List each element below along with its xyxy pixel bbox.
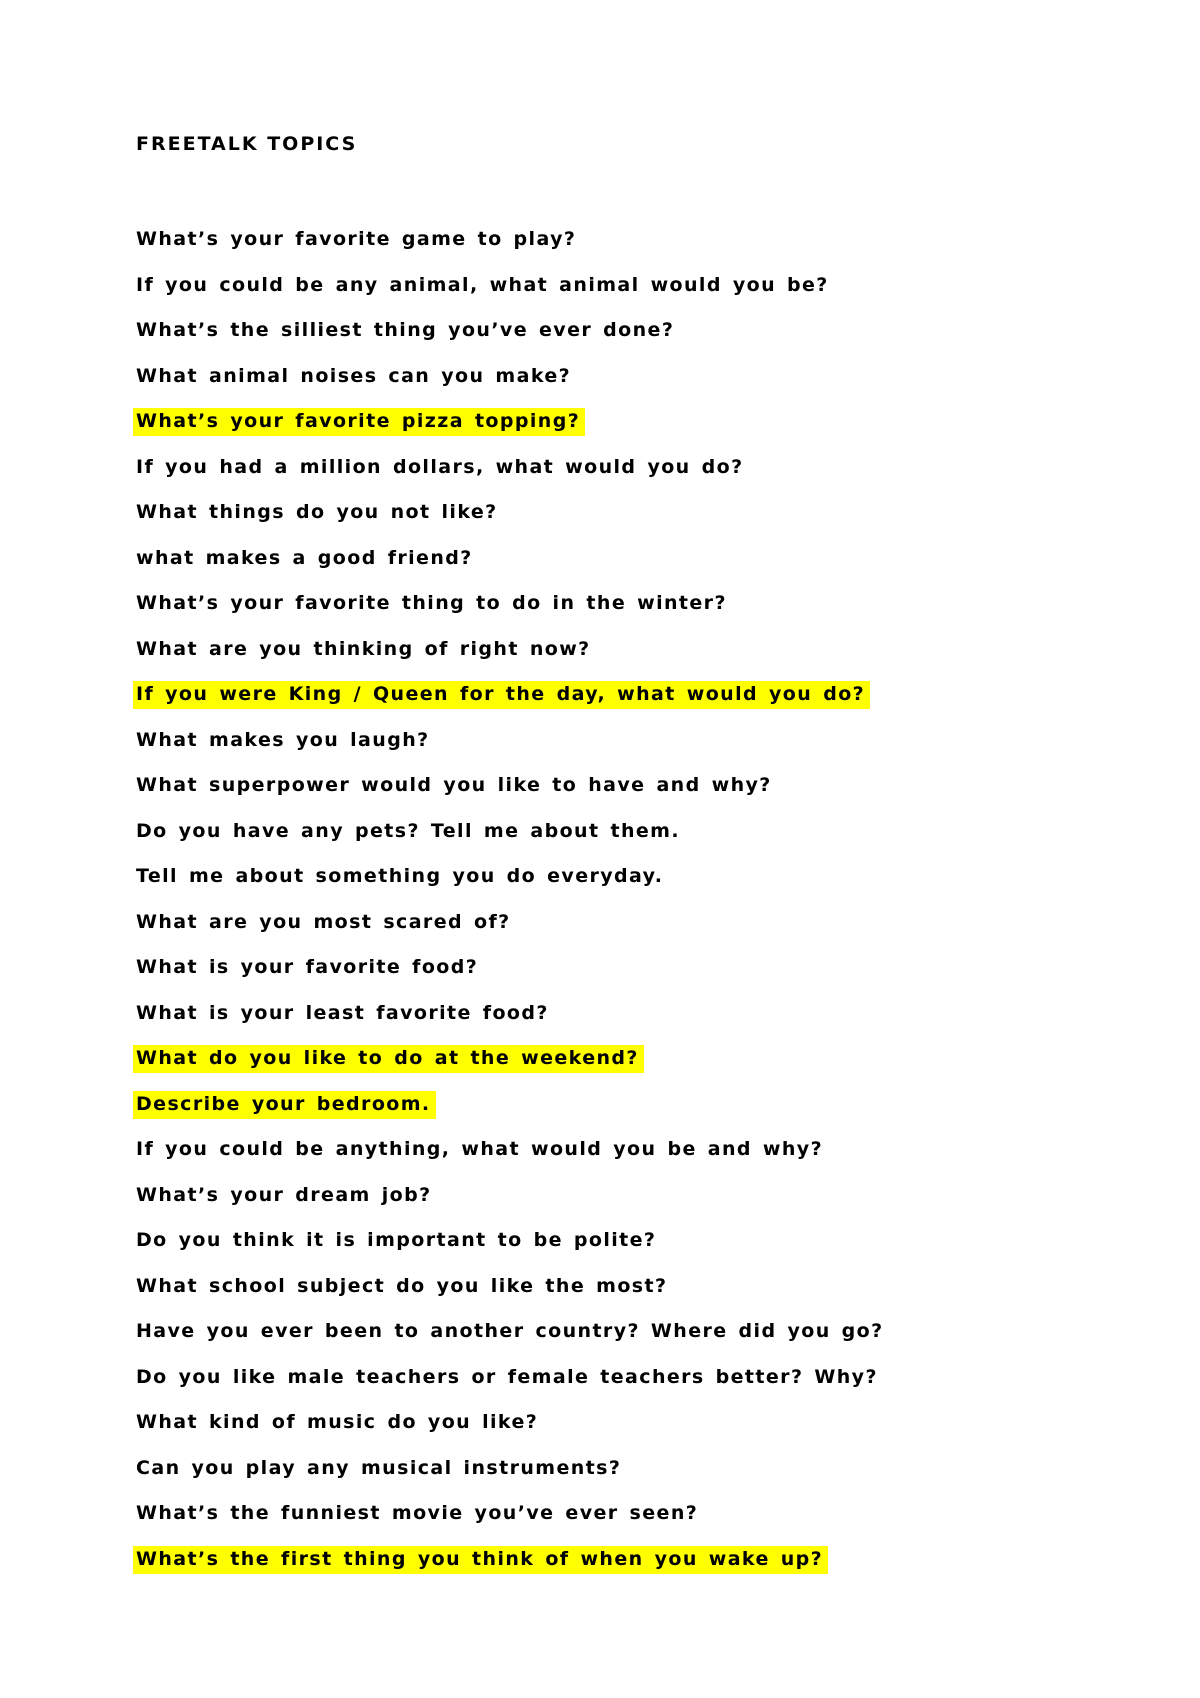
topic-line: [136, 1045, 1140, 1073]
topic-text: What is your favorite food?: [136, 956, 479, 978]
topic-line: [136, 1091, 1140, 1119]
topic-line: [136, 454, 1140, 482]
topic-line: [136, 499, 1140, 527]
topic-text: Have you ever been to another country? Where did you go?: [136, 1320, 884, 1342]
topic-text: Do you have any pets? Tell me about them.: [136, 819, 680, 842]
topic-line: [136, 1318, 1140, 1346]
topic-line: [136, 1227, 1140, 1255]
topic-line: [136, 272, 1140, 300]
topic-text-highlighted: What’s your favorite pizza topping?: [133, 408, 585, 436]
topic-line: [136, 1409, 1140, 1437]
topic-text-highlighted: If you were King / Queen for the day, what would you do?: [133, 681, 870, 709]
topic-line: [136, 772, 1140, 800]
topic-line: [136, 1136, 1140, 1164]
topics-list: [136, 226, 1140, 1574]
topic-line: [136, 1455, 1140, 1483]
topic-text: What makes you laugh?: [136, 728, 430, 751]
topic-text: What’s the funniest movie you’ve ever seen?: [136, 1502, 699, 1524]
topic-line: [136, 590, 1140, 618]
topic-line: [136, 1182, 1140, 1210]
topic-text: What’s the silliest thing you’ve ever done?: [136, 319, 675, 341]
topic-line: [136, 1500, 1140, 1528]
topic-text-highlighted: What’s the first thing you think of when you wake up?: [133, 1546, 828, 1574]
topic-line: [136, 1364, 1140, 1392]
topic-text: Can you play any musical instruments?: [136, 1456, 622, 1479]
topic-line: [136, 727, 1140, 755]
topic-line: [136, 545, 1140, 573]
topic-text: Do you like male teachers or female teachers better? Why?: [136, 1365, 878, 1388]
topic-text: What are you thinking of right now?: [136, 637, 591, 660]
topic-line: [136, 954, 1140, 982]
topic-line: [136, 226, 1140, 254]
topic-text: what makes a good friend?: [136, 546, 473, 569]
topic-line: [136, 863, 1140, 891]
topic-text-highlighted: Describe your bedroom.: [133, 1091, 436, 1119]
topic-text: What’s your favorite thing to do in the winter?: [136, 592, 727, 614]
topic-text: What school subject do you like the most?: [136, 1274, 668, 1297]
topic-line: [136, 317, 1140, 345]
topic-text: Do you think it is important to be polite?: [136, 1229, 657, 1251]
document-title: FREETALK TOPICS: [136, 133, 358, 155]
topic-text: What is your least favorite food?: [136, 1001, 549, 1024]
topic-line: [136, 408, 1140, 436]
topic-text: Tell me about something you do everyday.: [136, 865, 664, 887]
topic-line: [136, 1546, 1140, 1574]
topic-line: [136, 909, 1140, 937]
topic-text: If you had a million dollars, what would you do?: [136, 455, 744, 478]
topic-text: What are you most scared of?: [136, 910, 511, 933]
topic-line: [136, 1000, 1140, 1028]
topic-text: If you could be anything, what would you be and why?: [136, 1138, 824, 1160]
topic-text: What kind of music do you like?: [136, 1411, 539, 1433]
topic-text: If you could be any animal, what animal would you be?: [136, 273, 829, 296]
topic-line: [136, 636, 1140, 664]
topic-text: What’s your favorite game to play?: [136, 228, 577, 250]
topic-text: What things do you not like?: [136, 501, 498, 523]
topic-text: What’s your dream job?: [136, 1183, 432, 1206]
topic-text: What superpower would you like to have and why?: [136, 774, 772, 796]
topic-line: [136, 681, 1140, 709]
topic-text-highlighted: What do you like to do at the weekend?: [133, 1045, 644, 1073]
topic-line: [136, 818, 1140, 846]
topic-text: What animal noises can you make?: [136, 364, 572, 387]
topic-line: [136, 363, 1140, 391]
topic-line: [136, 1273, 1140, 1301]
